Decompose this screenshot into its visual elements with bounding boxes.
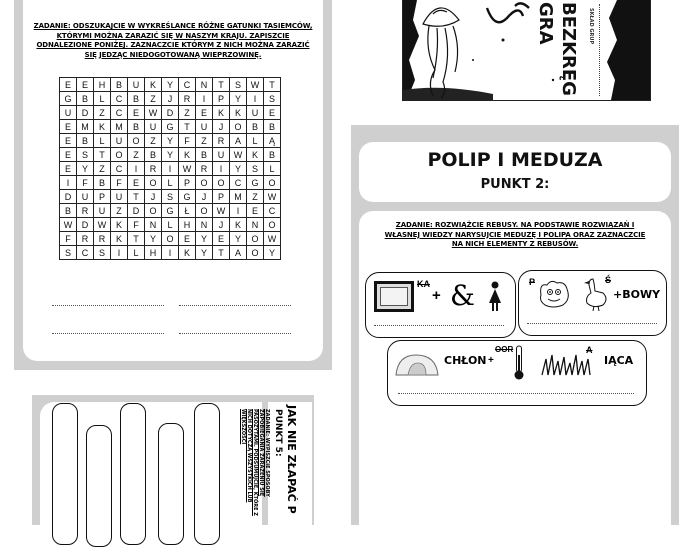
polip-panel [351, 125, 679, 525]
answer-line [527, 323, 657, 324]
answer-line [52, 305, 164, 306]
poster-title-2: BEZKRĘG [558, 2, 579, 96]
grid-cell: P [179, 176, 196, 190]
grid-cell: I [162, 246, 179, 260]
grid-cell: E [60, 120, 77, 134]
grid-cell: G [60, 92, 77, 106]
grid-cell: O [111, 148, 128, 162]
polip-task: ZADANIE: ROZWIĄŻCIE REBUSY. NA PODSTAWIE ROZWIĄZAŃ I WŁASNEJ WIEDZY NARYSUJCIE MEDUZĘ I POLIPA ORAZ ZAZNACZCIE NA NICH ELEMENTY Z REBUSÓW. [384, 221, 646, 248]
grid-cell: W [264, 232, 281, 246]
grid-cell: K [230, 106, 247, 120]
grid-cell: O [196, 204, 213, 218]
grid-cell: Y [230, 162, 247, 176]
grid-cell: W [247, 78, 264, 92]
grid-cell: G [162, 204, 179, 218]
rebus-tail: IĄCA [604, 354, 634, 367]
grid-cell: B [264, 120, 281, 134]
worm-icon [487, 3, 529, 22]
grid-cell: O [230, 120, 247, 134]
jellyfish-icon [423, 8, 459, 98]
cave-icon [394, 351, 440, 377]
grid-cell: S [60, 246, 77, 260]
grid-cell: T [213, 78, 230, 92]
grid-cell: G [247, 176, 264, 190]
grid-cell: Y [230, 232, 247, 246]
thermometer-icon [513, 345, 525, 381]
grid-cell: K [111, 232, 128, 246]
grid-cell: E [213, 232, 230, 246]
grid-row [60, 162, 281, 176]
ampersand: & [450, 279, 475, 312]
answer-line [179, 333, 291, 334]
grid-cell: O [264, 218, 281, 232]
grid-cell: T [213, 246, 230, 260]
grid-cell: I [213, 162, 230, 176]
grid-cell: A [230, 246, 247, 260]
grid-cell: B [77, 134, 94, 148]
grid-cell: M [111, 120, 128, 134]
grid-cell: F [179, 134, 196, 148]
grid-row [60, 190, 281, 204]
grid-cell: Ł [179, 204, 196, 218]
grid-cell: K [247, 148, 264, 162]
grid-cell: U [213, 148, 230, 162]
grid-cell: R [179, 92, 196, 106]
grid-cell: I [111, 246, 128, 260]
grid-cell: O [162, 232, 179, 246]
grid-cell: W [94, 218, 111, 232]
grid-cell: E [77, 78, 94, 92]
rebus-word: CHŁON [444, 354, 487, 367]
grid-cell: B [196, 148, 213, 162]
grid-cell: R [77, 204, 94, 218]
polip-subtitle: PUNKT 2: [480, 177, 550, 192]
grid-cell: S [264, 92, 281, 106]
grunge-texture [403, 0, 419, 100]
grid-cell: Y [264, 246, 281, 260]
grid-cell: Y [77, 162, 94, 176]
grid-cell: Z [247, 190, 264, 204]
grass-icon [540, 353, 592, 377]
grid-cell: W [264, 190, 281, 204]
grid-cell: I [196, 92, 213, 106]
grid-cell: C [77, 246, 94, 260]
grid-row [60, 134, 281, 148]
grid-cell: F [60, 232, 77, 246]
grid-cell: I [128, 162, 145, 176]
grid-cell: Z [145, 134, 162, 148]
wordsearch-task: ZADANIE: ODSZUKAJCIE W WYKREŚLANCE RÓŻNE GATUNKI TASIEMCÓW, KTÓRYMI MOŻNA ZARAZIĆ SIĘ W NASZYM KRAJU. ZAPISZCIE ODNALEZIONE PONIŻEJ. ZAZNACZCIE KTÓRYM Z NICH MOŻNA ZARAZIĆ SIĘ JEDZĄC NIEDOGOTOWANĄ WIEPRZOWINĘ. [33, 22, 313, 59]
grid-cell: D [77, 218, 94, 232]
grid-row [60, 246, 281, 260]
grid-cell: O [128, 134, 145, 148]
grid-cell: U [111, 190, 128, 204]
rebus-1 [365, 272, 516, 338]
grid-cell: T [128, 232, 145, 246]
grid-cell: O [145, 204, 162, 218]
grid-cell: Y [162, 78, 179, 92]
grid-cell: E [60, 134, 77, 148]
grid-cell: C [111, 162, 128, 176]
grid-cell: P [213, 190, 230, 204]
grid-cell: R [77, 232, 94, 246]
grid-row [60, 148, 281, 162]
grid-cell: K [111, 218, 128, 232]
grid-cell: I [230, 204, 247, 218]
grid-cell: N [247, 218, 264, 232]
grid-cell: I [162, 162, 179, 176]
grid-cell: D [77, 106, 94, 120]
grid-cell: K [145, 78, 162, 92]
wordsearch-grid [59, 77, 281, 260]
grid-cell: W [179, 162, 196, 176]
grid-cell: Z [128, 148, 145, 162]
rebus-strike: OOR [495, 345, 514, 354]
grid-cell: K [179, 148, 196, 162]
grid-row [60, 232, 281, 246]
answer-line [179, 305, 291, 306]
grid-cell: F [111, 176, 128, 190]
answer-pill [120, 403, 146, 545]
answer-line [398, 393, 634, 394]
grid-cell: W [60, 218, 77, 232]
grid-cell: Z [179, 106, 196, 120]
grid-cell: P [94, 190, 111, 204]
grid-cell: B [264, 148, 281, 162]
grid-cell: S [230, 78, 247, 92]
grid-cell: B [77, 92, 94, 106]
punkt5-panel [32, 395, 314, 525]
grid-cell: U [196, 120, 213, 134]
grid-cell: B [128, 120, 145, 134]
grid-cell: U [247, 106, 264, 120]
poster-art [403, 0, 650, 100]
grid-cell: N [196, 78, 213, 92]
rebus-strike: KA [417, 279, 430, 289]
grid-cell: S [94, 246, 111, 260]
punkt5-task: ZADANIE: WYPISZCIE SPOSOBY ZAPOBIEGANIA ZARAŻENIU SIĘ PASOŻYTAMI. PODSUMUJCIE, KTÓRE Z NICH DOTYCZĄ WSZYSTKICH LUB WIĘKSZOŚCI [240, 409, 270, 516]
grid-cell: A [230, 134, 247, 148]
rebus-tail: +BOWY [613, 288, 661, 301]
grid-cell: J [213, 218, 230, 232]
grid-cell: I [247, 92, 264, 106]
grid-cell: L [264, 162, 281, 176]
grid-cell: Y [196, 232, 213, 246]
grid-cell: O [247, 232, 264, 246]
grid-cell: I [60, 176, 77, 190]
grid-cell: Ą [264, 134, 281, 148]
grid-cell: J [145, 190, 162, 204]
grid-cell: B [128, 92, 145, 106]
grid-cell: O [264, 176, 281, 190]
grid-cell: Z [196, 134, 213, 148]
grid-cell: N [145, 218, 162, 232]
grid-cell: M [77, 120, 94, 134]
grid-cell: J [162, 92, 179, 106]
grid-cell: T [179, 120, 196, 134]
grid-cell: U [94, 204, 111, 218]
poster-title: GRA [535, 2, 556, 45]
grid-cell: L [128, 246, 145, 260]
grid-cell: Y [196, 246, 213, 260]
answer-pill [86, 425, 112, 547]
grid-cell: Z [94, 162, 111, 176]
grid-cell: S [77, 148, 94, 162]
rebus-2 [518, 270, 667, 336]
plus-sign: + [432, 287, 441, 304]
grid-cell: L [94, 134, 111, 148]
grid-cell: O [196, 176, 213, 190]
grid-cell: D [162, 106, 179, 120]
grid-cell: Y [162, 134, 179, 148]
grid-cell: U [77, 190, 94, 204]
grid-cell: Z [94, 106, 111, 120]
grid-row [60, 218, 281, 232]
grid-cell: W [213, 204, 230, 218]
grid-cell: E [128, 176, 145, 190]
grid-cell: K [213, 106, 230, 120]
grid-cell: F [128, 218, 145, 232]
grid-cell: K [94, 120, 111, 134]
polip-title: POLIP I MEDUZA [427, 149, 603, 171]
poster-subtitle: SKŁAD GRUP [588, 8, 594, 45]
grid-cell: O [145, 176, 162, 190]
goose-icon [583, 275, 612, 311]
grid-cell: W [145, 106, 162, 120]
grid-row [60, 92, 281, 106]
plus-sign: + [488, 355, 494, 366]
grid-cell: H [145, 246, 162, 260]
grid-cell: B [111, 78, 128, 92]
monster-icon [537, 279, 571, 309]
grid-cell: G [179, 190, 196, 204]
grid-cell: C [111, 92, 128, 106]
grid-cell: T [264, 78, 281, 92]
grid-cell: J [196, 190, 213, 204]
grid-cell: R [196, 162, 213, 176]
grid-row [60, 78, 281, 92]
grid-cell: B [247, 120, 264, 134]
poster-line [599, 4, 600, 96]
grid-cell: M [230, 190, 247, 204]
grid-cell: U [128, 78, 145, 92]
punkt5-subtitle: PUNKT 5: [273, 409, 283, 457]
grid-cell: E [264, 106, 281, 120]
grid-cell: B [145, 148, 162, 162]
answer-pill [52, 403, 78, 545]
grid-row [60, 176, 281, 190]
grid-cell: L [162, 176, 179, 190]
grid-cell: E [128, 106, 145, 120]
grid-cell: W [230, 148, 247, 162]
punkt5-title: JAK NIE ZŁAPAĆ P [285, 405, 298, 514]
grid-cell: S [247, 162, 264, 176]
rebus-3 [387, 340, 647, 406]
answer-line [52, 333, 164, 334]
grid-cell: Y [145, 232, 162, 246]
grid-cell: C [179, 78, 196, 92]
grid-cell: C [264, 204, 281, 218]
answer-line [374, 325, 504, 326]
grid-cell: Z [111, 204, 128, 218]
grid-cell: B [94, 176, 111, 190]
grid-cell: E [247, 204, 264, 218]
grid-cell: L [247, 134, 264, 148]
rebus-strike: P [529, 277, 536, 287]
grid-cell: U [145, 120, 162, 134]
grid-cell: E [60, 148, 77, 162]
poster-card [402, 0, 651, 101]
grid-cell: L [94, 92, 111, 106]
grid-cell: G [162, 120, 179, 134]
grid-cell: Z [145, 92, 162, 106]
grid-cell: E [60, 78, 77, 92]
grid-cell: U [60, 106, 77, 120]
grid-cell: Y [162, 148, 179, 162]
grid-cell: Y [230, 92, 247, 106]
grid-cell: E [179, 232, 196, 246]
woman-icon [486, 281, 504, 311]
grid-cell: H [94, 78, 111, 92]
grid-cell: D [128, 204, 145, 218]
grid-cell: O [247, 246, 264, 260]
grunge-texture [607, 0, 650, 100]
grid-row [60, 120, 281, 134]
grid-row [60, 106, 281, 120]
grid-cell: E [60, 162, 77, 176]
grid-cell: K [230, 218, 247, 232]
grid-cell: P [213, 92, 230, 106]
grid-cell: R [213, 134, 230, 148]
grid-cell: E [196, 106, 213, 120]
grid-cell: T [94, 148, 111, 162]
grid-cell: C [230, 176, 247, 190]
wordsearch-panel [14, 0, 332, 370]
grid-cell: R [94, 232, 111, 246]
answer-pill [194, 403, 220, 545]
grid-cell: D [60, 190, 77, 204]
grid-cell: L [162, 218, 179, 232]
rebus-strike-2: A [586, 345, 593, 355]
grid-cell: S [162, 190, 179, 204]
grid-cell: H [179, 218, 196, 232]
grid-cell: K [179, 246, 196, 260]
grid-cell: N [196, 218, 213, 232]
grid-cell: J [213, 120, 230, 134]
grid-cell: B [60, 204, 77, 218]
grid-cell: U [111, 134, 128, 148]
grid-cell: R [145, 162, 162, 176]
answer-pill [158, 423, 184, 545]
picture-frame-icon [374, 281, 414, 312]
grid-cell: O [213, 176, 230, 190]
grid-row [60, 204, 281, 218]
grid-cell: T [128, 190, 145, 204]
grid-cell: C [111, 106, 128, 120]
grid-cell: F [77, 176, 94, 190]
rebus-strike-2: Ś [605, 275, 612, 285]
